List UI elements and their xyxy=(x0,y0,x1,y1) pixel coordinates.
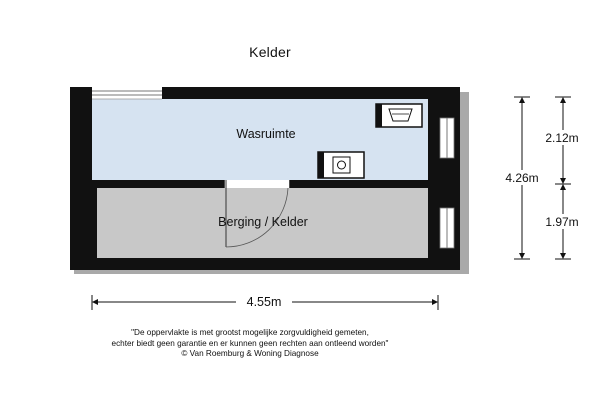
dimension-upper-height xyxy=(540,97,586,184)
label-total-width: 4.55m xyxy=(246,295,282,309)
floor-title: Kelder xyxy=(249,44,291,60)
window-right-lower xyxy=(440,208,454,248)
disclaimer-line-2: echter biedt geen garantie en er kunnen geen rechten aan ontleend worden" xyxy=(111,338,389,348)
label-lower-height: 1.97m xyxy=(545,215,579,229)
dimension-total-height xyxy=(499,97,545,259)
disclaimer-line-1: "De oppervlakte is met grootst mogelijke zorgvuldigheid gemeten, xyxy=(131,328,369,337)
dimension-lower-height xyxy=(540,187,586,259)
label-total-height: 4.26m xyxy=(505,171,539,185)
label-upper-height: 2.12m xyxy=(545,131,579,145)
window-top xyxy=(92,87,162,99)
window-right-upper xyxy=(440,118,454,158)
dryer-icon xyxy=(376,104,422,127)
disclaimer xyxy=(0,328,500,360)
label-berging: Berging / Kelder xyxy=(218,215,308,229)
copyright-text: © Van Roemburg & Woning Diagnose xyxy=(181,349,319,358)
label-wasruimte: Wasruimte xyxy=(236,127,296,141)
washing-machine-icon xyxy=(318,152,364,178)
dimension-total-width xyxy=(92,294,438,310)
